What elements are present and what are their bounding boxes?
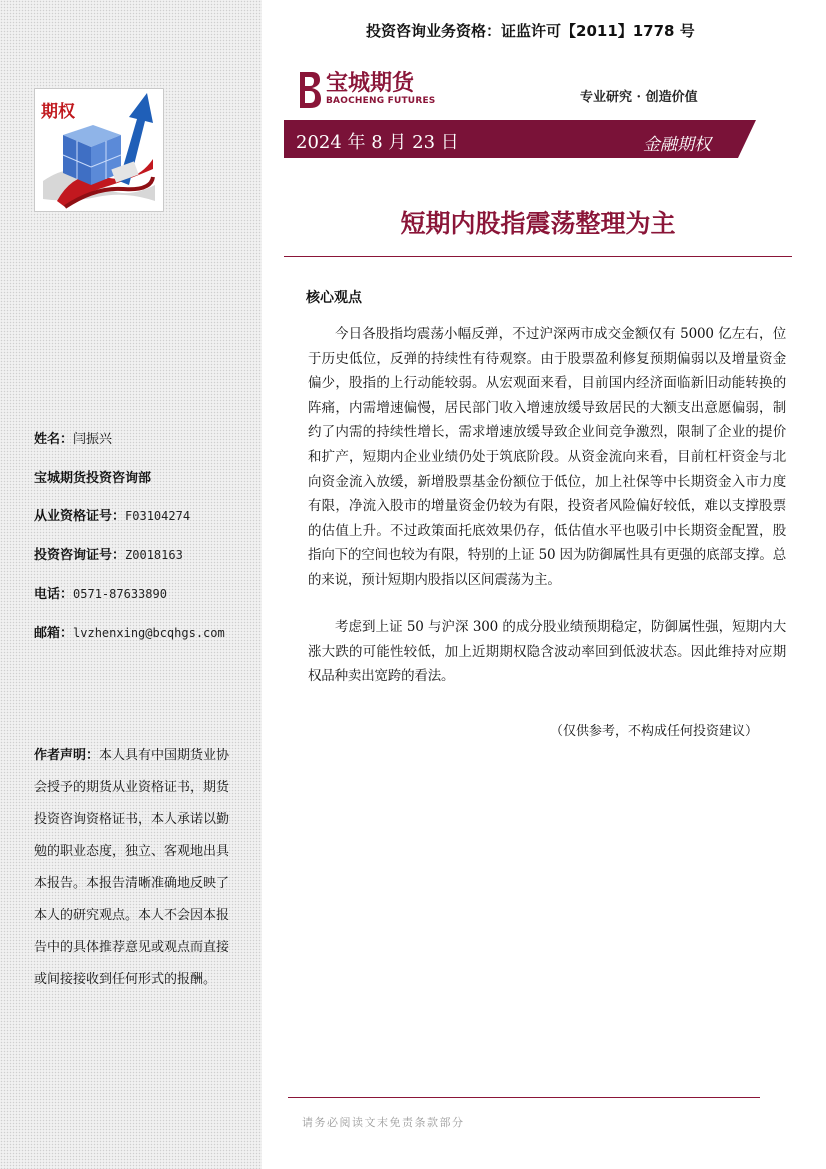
title-divider	[284, 256, 792, 257]
disclaimer-note: （仅供参考，不构成任何投资建议）	[550, 724, 759, 739]
author-phone-value: 0571-87633890	[73, 587, 167, 601]
author-advisory-label: 投资咨询证号：	[34, 548, 126, 563]
logo-name: 宝城期货	[326, 70, 415, 96]
author-email	[34, 622, 225, 641]
footer-divider	[288, 1097, 760, 1098]
section-title: 核心观点	[306, 290, 362, 306]
author-name-label: 姓名：	[34, 432, 74, 447]
baocheng-logo-icon	[296, 70, 322, 110]
author-name	[34, 428, 112, 447]
footer-note[interactable]: 请务必阅读文末免责条款部分	[302, 1116, 465, 1129]
report-title: 短期内股指震荡整理为主	[400, 209, 676, 238]
report-date: 2024 年 8 月 23 日	[296, 132, 459, 153]
core-view-paragraph-1: 今日各股指均震荡小幅反弹，不过沪深两市成交金额仅有 5000 亿左右，位于历史低位，反弹的持续性有待观察。由于股票盈利修复预期偏弱以及增量资金偏少，股指的上行动能较弱。从宏观面来看，目前国内经济面临新旧动能转换的阵痛，内需增速偏慢，居民部门收入增速放缓导致居民的大额支出意愿偏弱，制约了内需的持续性增长，需求增速放缓导致企业间竞争激烈，限制了企业的提价和扩产，短期内企业业绩仍处于筑底阶段。从资金流向来看，目前杠杆资金与北向资金流入放缓，新增股票基金份额位于低位，加上社保等中长期资金入市力度有限，净流入股市的增量资金仍较为有限，投资者风险偏好较低，难以支撑股票的估值上升。不过政策面托底效果仍存，低估值水平也吸引中长期资金配置，股指向下的空间也较为有限，特别的上证 50 因为防御属性具有更强的底部支撑。总的来说，预计短期内股指以区间震荡为主。	[308, 326, 786, 588]
author-cert-value: F03104274	[125, 509, 191, 523]
report-category: 金融期权	[643, 135, 711, 155]
author-phone-label: 电话：	[34, 587, 74, 602]
author-email-label: 邮箱：	[34, 626, 74, 641]
logo-english: BAOCHENG FUTURES	[326, 96, 436, 106]
author-cert	[34, 505, 190, 524]
declaration-label: 作者声明：	[34, 748, 100, 763]
author-advisory-value: Z0018163	[125, 548, 183, 562]
author-cert-label: 从业资格证号：	[34, 509, 126, 524]
author-phone	[34, 583, 167, 602]
cover-image	[34, 88, 164, 212]
cover-tag: 期权	[41, 102, 75, 122]
author-name-value: 闫振兴	[73, 432, 113, 447]
author-declaration	[34, 740, 240, 996]
declaration-text: 本人具有中国期货业协会授予的期货从业资格证书，期货投资咨询资格证书，本人承诺以勤勉的职业态度，独立、客观地出具本报告。本报告清晰准确地反映了本人的研究观点。本人不会因本报告中的具体推荐意见或观点而直接或间接接收到任何形式的报酬。	[34, 748, 230, 987]
license-line: 投资咨询业务资格：证监许可【2011】1778 号	[366, 22, 695, 40]
author-advisory	[34, 544, 183, 563]
author-dept-value: 宝城期货投资咨询部	[34, 471, 152, 486]
slogan: 专业研究 · 创造价值	[580, 90, 698, 105]
author-dept	[34, 467, 151, 486]
company-logo	[296, 70, 436, 114]
core-view-paragraph-2: 考虑到上证 50 与沪深 300 的成分股业绩预期稳定，防御属性强，短期内大涨大跌的可能性较低，加上近期期权隐含波动率回到低波状态。因此维持对应期权品种卖出宽跨的看法。	[308, 619, 786, 685]
author-email-value[interactable]: lvzhenxing@bcqhgs.com	[73, 626, 225, 640]
